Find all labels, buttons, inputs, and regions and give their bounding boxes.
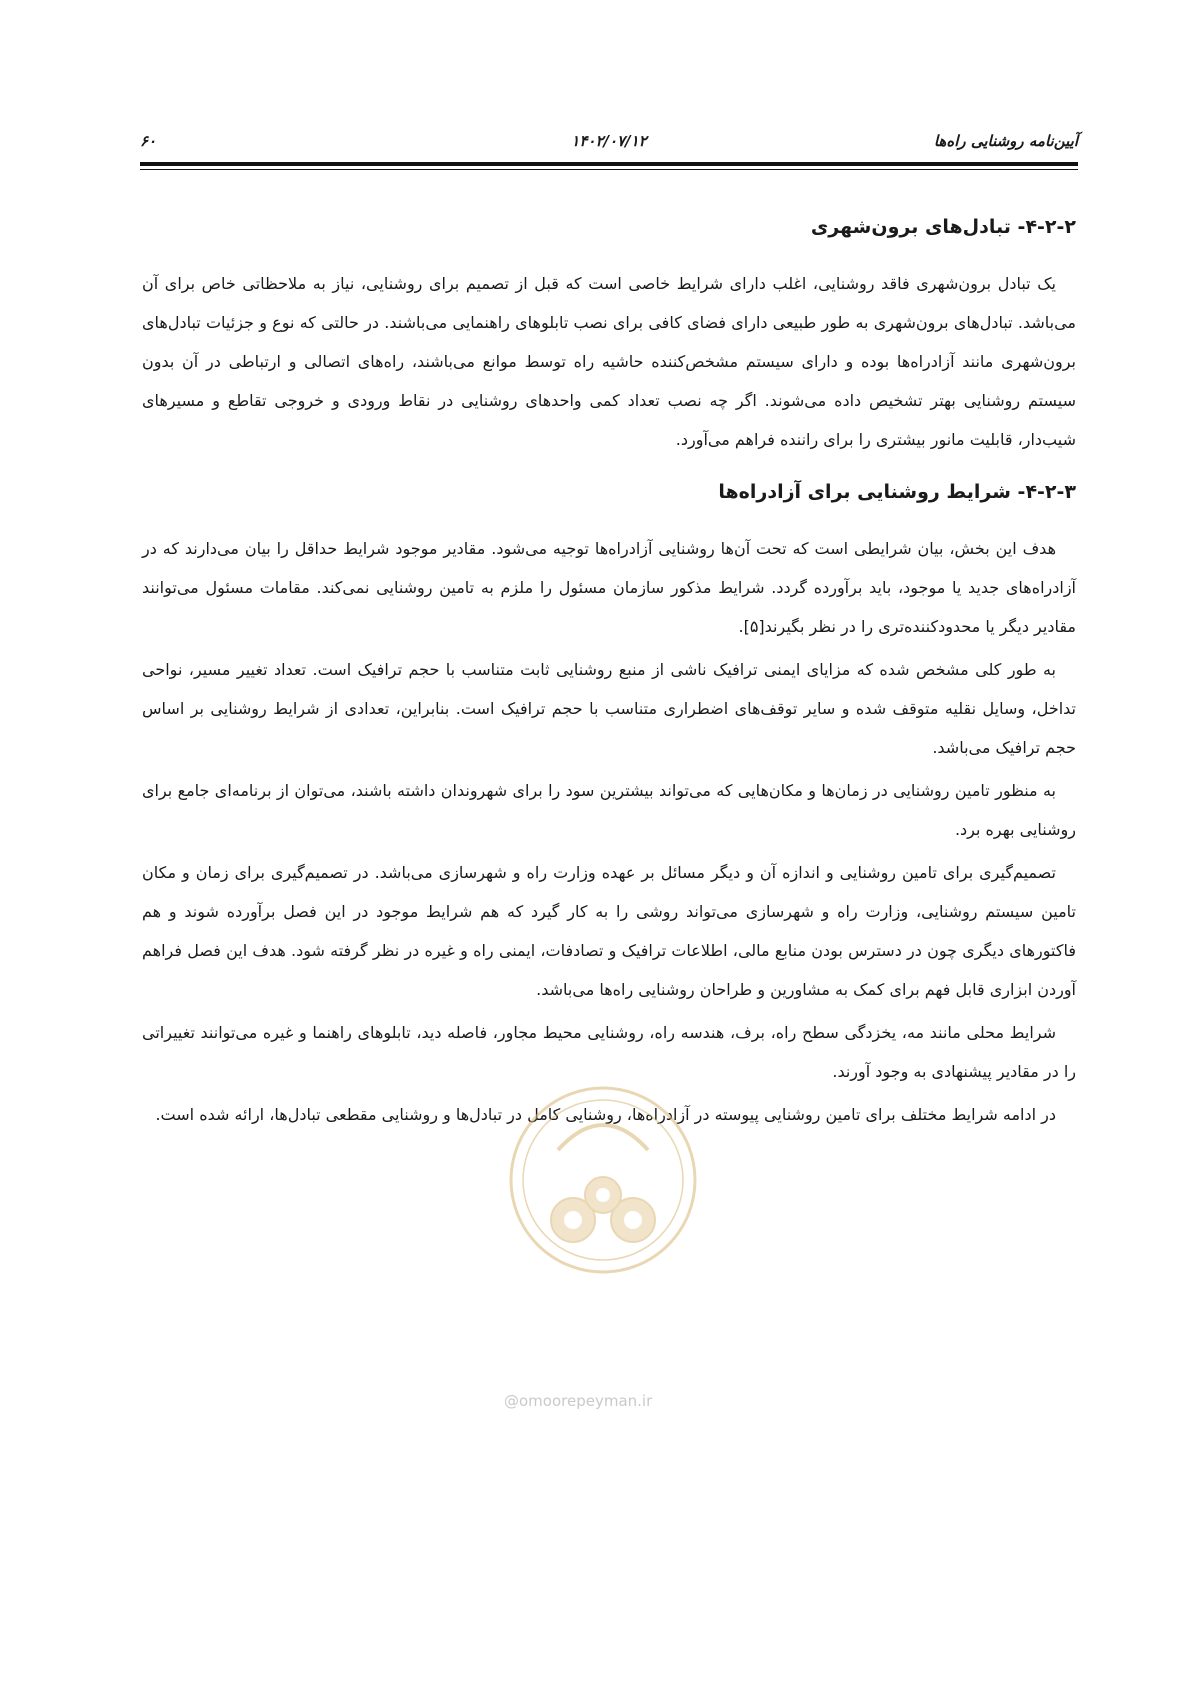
paragraph: به طور کلی مشخص شده که مزایای ایمنی ترافیک ناشی از منبع روشنایی ثابت متناسب با حجم ترافیک است. تعداد تغییر مسیر، نواحی تداخل، وسایل نقلیه متوقف شده و سایر توقف‌های اضطراری متناسب با حجم ترافیک است. بنابراین، تعدادی از شرایط روشنایی بر اساس حجم ترافیک می‌باشد. (142, 660, 1076, 757)
header-rule-thin (140, 169, 1078, 170)
document-title: آیین‌نامه روشنایی راه‌ها (933, 132, 1078, 150)
watermark-url: @omoorepeyman.ir (504, 1392, 653, 1410)
document-date: ۱۴۰۲/۰۷/۱۲ (571, 132, 647, 150)
section-heading: ۴-۲-۲- تبادل‌های برون‌شهری (810, 216, 1076, 238)
paragraph: به منظور تامین روشنایی در زمان‌ها و مکان‌هایی که می‌تواند بیشترین سود را برای شهروندان داشته باشند، می‌توان از برنامه‌ای جامع برای روشنایی بهره برد. (142, 781, 1076, 839)
paragraph: یک تبادل برون‌شهری فاقد روشنایی، اغلب دارای شرایط خاصی است که قبل از تصمیم برای روشنایی، نیاز به ملاحظاتی خاص برای آن می‌باشد. تبادل‌های برون‌شهری به طور طبیعی دارای فضای کافی برای نصب تابلوهای راهنمایی می‌باشند. در حالتی که نوع و جزئیات تبادل‌های برون‌شهری مانند آزادراه‌ها بوده و دارای سیستم مشخص‌کننده حاشیه راه توسط موانع می‌باشند، راه‌های اتصالی و ارتباطی در آن بدون سیستم روشنایی بهتر تشخیص داده می‌شوند. اگر چه نصب تعداد کمی واحدهای روشنایی در نقاط ورودی و خروجی تقاطع و مسیرهای شیب‌دار، قابلیت مانور بیشتری را برای راننده فراهم می‌آورد. (142, 274, 1076, 449)
header-rule-thick (140, 162, 1078, 166)
paragraph: تصمیم‌گیری برای تامین روشنایی و اندازه آن و دیگر مسائل بر عهده وزارت راه و شهرسازی می‌باشد. در تصمیم‌گیری برای زمان و مکان تامین سیستم روشنایی، وزارت راه و شهرسازی می‌تواند روشی را به کار گیرد که هم شرایط موجود در این فصل برآورده شوند و هم فاکتورهای دیگری چون در دسترس بودن منابع مالی، اطلاعات ترافیک و تصادفات، ایمنی راه و غیره در نظر گرفته شود. هدف این فصل فراهم آوردن ابزاری قابل فهم برای کمک به مشاورین و طراحان روشنایی راه‌ها می‌باشد. (142, 863, 1076, 999)
paragraph: در ادامه شرایط مختلف برای تامین روشنایی پیوسته در آزادراه‌ها، روشنایی کامل در تبادل‌ها و روشنایی مقطعی تبادل‌ها، ارائه شده است. (155, 1105, 1056, 1124)
paragraph: شرایط محلی مانند مه، یخزدگی سطح راه، برف، هندسه راه، روشنایی محیط مجاور، فاصله دید، تابلوهای راهنما و غیره می‌توانند تغییراتی را در مقادیر پیشنهادی به وجود آورند. (142, 1023, 1076, 1081)
watermark-seal-icon (503, 1070, 703, 1290)
page-number: ۶۰ (140, 132, 157, 150)
paragraph: هدف این بخش، بیان شرایطی است که تحت آن‌ها روشنایی آزادراه‌ها توجیه می‌شود. مقادیر موجود شرایط حداقل را بیان می‌دارند که در آزادراه‌های جدید یا موجود، باید برآورده گردد. شرایط مذکور سازمان مسئول را ملزم به تامین روشنایی نمی‌کند. مقامات مسئول می‌توانند مقادیر دیگر یا محدودکننده‌تری را در نظر بگیرند[۵]. (142, 539, 1076, 636)
page-content (142, 212, 1076, 1138)
section-heading: ۴-۲-۳- شرایط روشنایی برای آزادراه‌ها (718, 481, 1076, 503)
